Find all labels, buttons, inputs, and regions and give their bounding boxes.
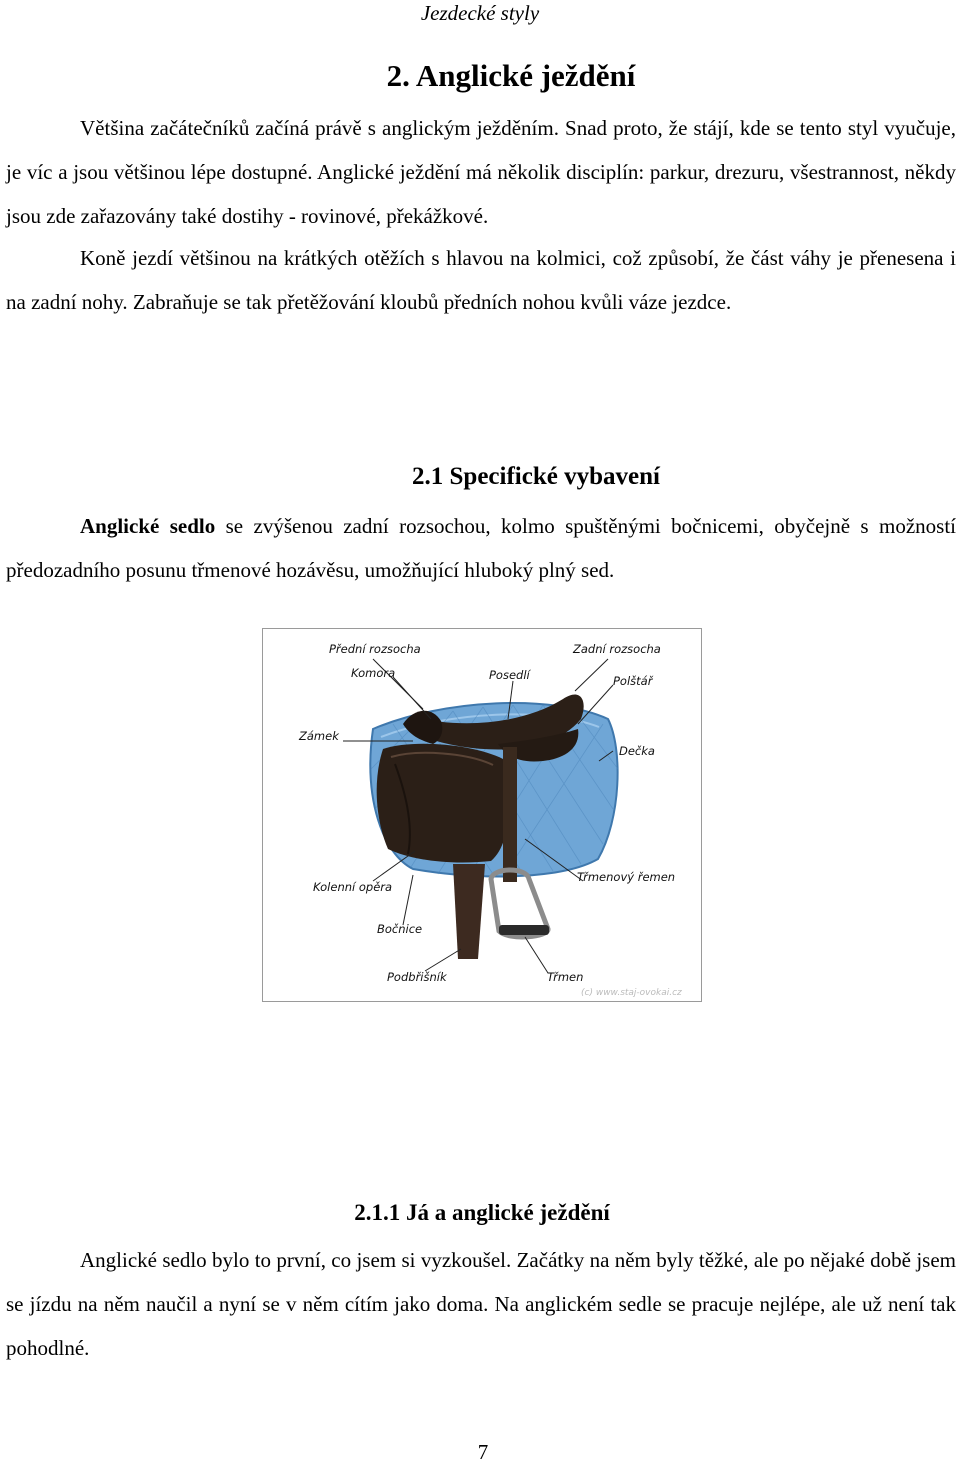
- paragraph-personal-text: Anglické sedlo bylo to první, co jsem si vyzkoušel. Začátky na něm byly těžké, ale po nějaké době jsem se jízdu na něm naučil a nyní se v něm cítím jako doma. Na anglickém sedle se pracuje nejlépe, ale už není tak pohodlné.: [6, 1248, 956, 1360]
- label-trmenovy-remen: Třmenový řemen: [577, 870, 676, 884]
- saddle-term: Anglické sedlo: [80, 514, 216, 538]
- label-bocnice: Bočnice: [377, 922, 423, 936]
- paragraph-personal: [6, 1238, 956, 1370]
- watermark: (c) www.staj-ovokai.cz: [581, 988, 682, 998]
- paragraph-intro-text: Většina začátečníků začíná právě s anglickým ježděním. Snad proto, že stájí, kde se tento styl vyučuje, je víc a jsou většinou lépe dostupné. Anglické ježdění má několik disciplín: parkur, drezuru, všestrannost, někdy jsou zde zařazovány také dostihy - rovinové, překážkové.: [6, 116, 956, 228]
- paragraph-reins: [6, 236, 956, 324]
- subsection-heading: 2.1 Specifické vybavení: [412, 463, 660, 490]
- subsubsection-heading: 2.1.1 Já a anglické ježdění: [354, 1200, 610, 1225]
- label-decka: Dečka: [619, 744, 655, 758]
- label-posedli: Posedlí: [489, 668, 530, 682]
- label-trmen: Třmen: [547, 970, 584, 984]
- section-heading: 2. Anglické ježdění: [386, 58, 636, 93]
- label-predni-rozsocha: Přední rozsocha: [329, 642, 421, 656]
- label-zamek: Zámek: [299, 729, 339, 743]
- saddle-diagram: [263, 629, 701, 1001]
- paragraph-saddle-text: se zvýšenou zadní rozsochou, kolmo spuštěnými bočnicemi, obyčejně s možností předozadního posunu třmenové hozávěsu, umožňující hluboký plný sed.: [6, 514, 956, 582]
- label-podbrisnik: Podbřišník: [387, 970, 447, 984]
- paragraph-saddle: [6, 504, 956, 592]
- label-zadni-rozsocha: Zadní rozsocha: [573, 642, 661, 656]
- label-komora: Komora: [351, 666, 396, 680]
- paragraph-reins-text: Koně jezdí většinou na krátkých otěžích s hlavou na kolmici, což způsobí, že část váhy je přenesena i na zadní nohy. Zabraňuje se tak přetěžování kloubů předních nohou kvůli váze jezdce.: [6, 246, 956, 314]
- saddle-diagram-figure: [262, 628, 702, 1002]
- paragraph-intro: [6, 106, 956, 238]
- page-number: 7: [477, 1440, 489, 1464]
- label-poltar: Polštář: [613, 674, 653, 688]
- girth: [453, 864, 485, 959]
- label-kolenni-opera: Kolenní opěra: [313, 880, 393, 894]
- running-header: Jezdecké styly: [420, 1, 540, 25]
